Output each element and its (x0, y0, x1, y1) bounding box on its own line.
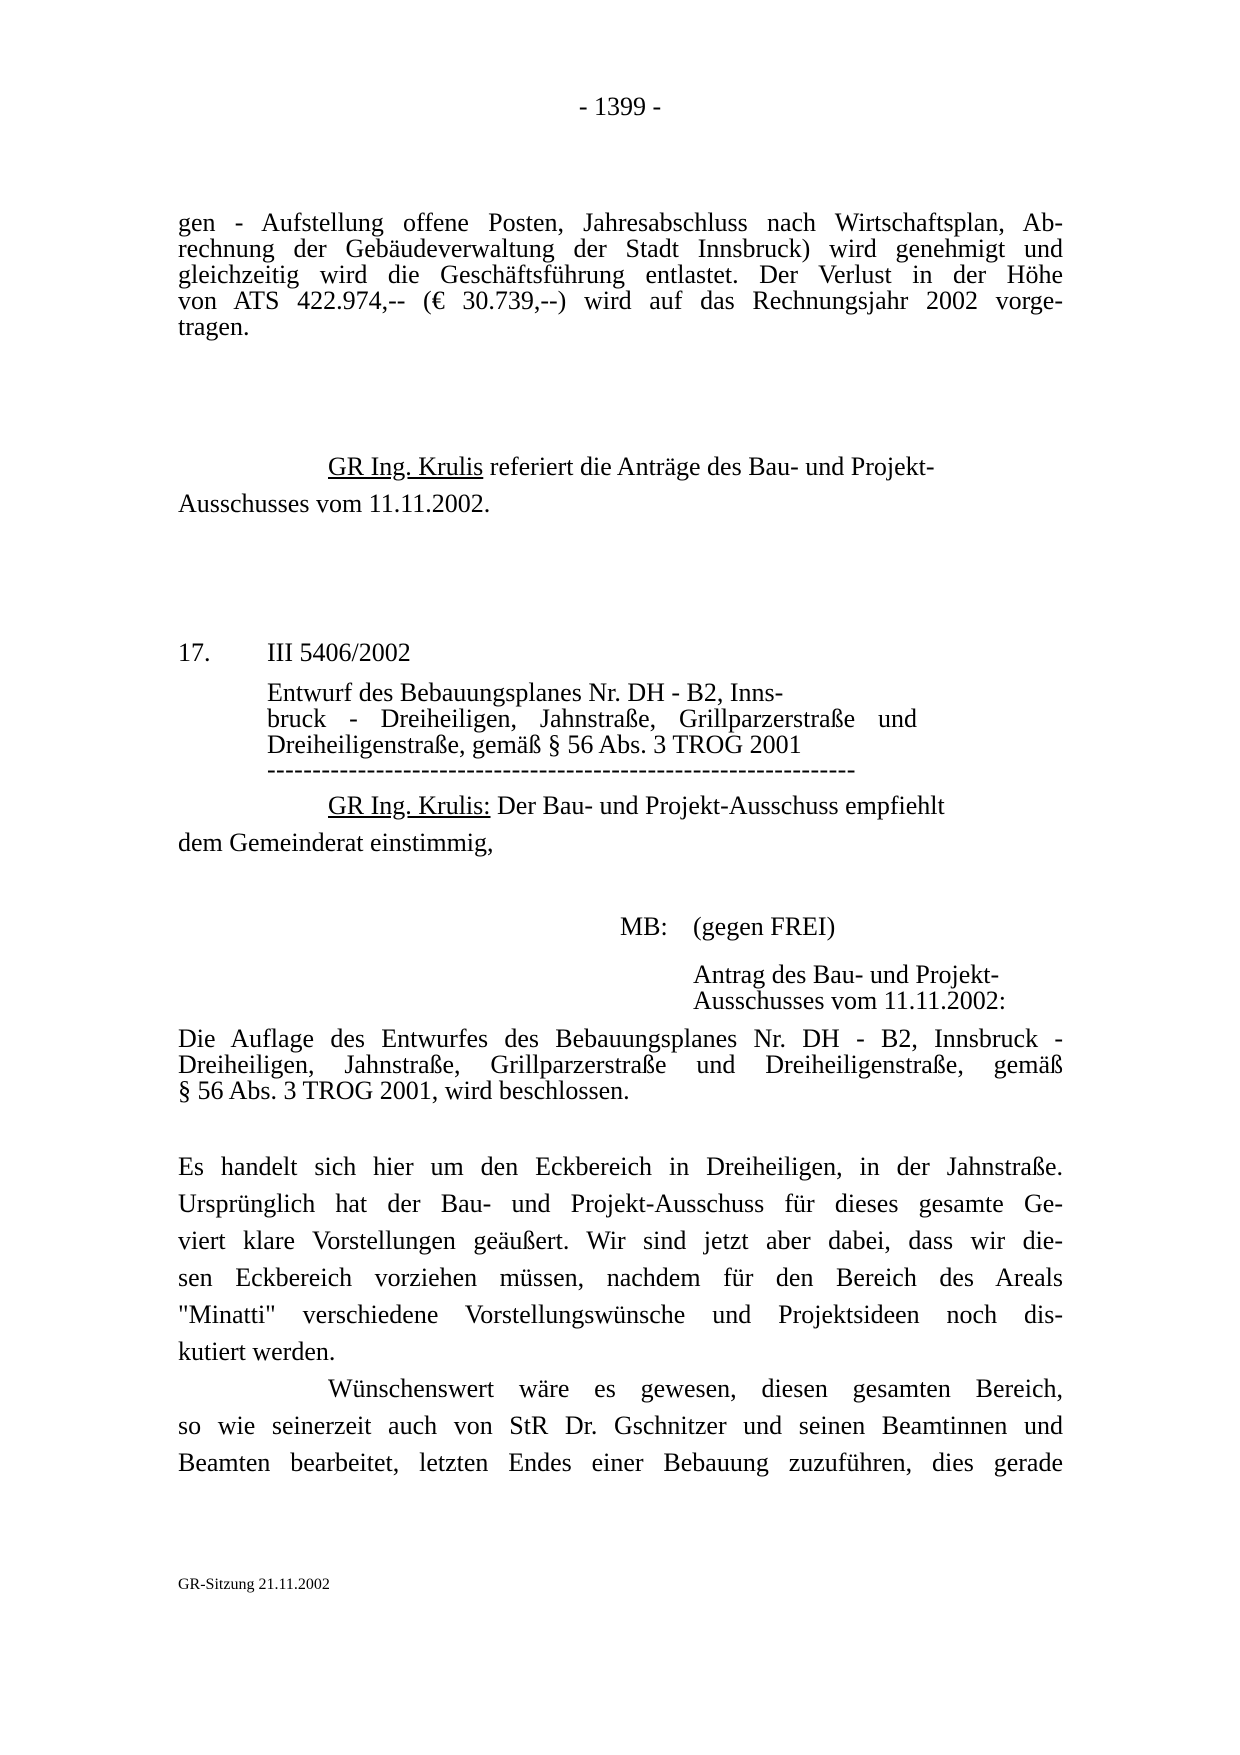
motion-heading-line: Antrag des Bau- und Projekt- (693, 960, 1000, 989)
speaker-name: GR Ing. Krulis: (328, 791, 491, 820)
text-line: gen - Aufstellung offene Posten, Jahresabschluss nach Wirtschaftsplan, Ab- (178, 208, 1063, 237)
subject-line: Dreiheiligenstraße, gemäß § 56 Abs. 3 TROG 2001 (267, 730, 802, 759)
speech-paragraph-1 (178, 1148, 1063, 1370)
resolution-text (178, 1026, 1063, 1104)
text-line: Ausschusses vom 11.11.2002. (178, 489, 491, 518)
separator-line: ----------------------------------------------------------------- (267, 755, 856, 784)
text-line: Die Auflage des Entwurfes des Bebauungsplanes Nr. DH - B2, Innsbruck - (178, 1024, 1063, 1053)
text-line: viert klare Vorstellungen geäußert. Wir sind jetzt aber dabei, dass wir die- (178, 1226, 1063, 1255)
text-line: sen Eckbereich vorziehen müssen, nachdem für den Bereich des Areals (178, 1263, 1063, 1292)
motion-heading (693, 962, 1006, 1014)
text-line: Ursprünglich hat der Bau- und Projekt-Ausschuss für dieses gesamte Ge- (178, 1189, 1063, 1218)
item-code: III 5406/2002 (267, 638, 411, 667)
subject-line: Entwurf des Bebauungsplanes Nr. DH - B2, Inns- (267, 678, 784, 707)
text-line: referiert die Anträge des Bau- und Projekt- (483, 452, 935, 481)
item-number: 17. (178, 638, 211, 667)
text-line: tragen. (178, 312, 250, 341)
text-line: Es handelt sich hier um den Eckbereich in Dreiheiligen, in der Jahnstraße. (178, 1152, 1063, 1181)
item-subject (267, 680, 917, 758)
speaker-name: GR Ing. Krulis (328, 452, 484, 481)
text-line: von ATS 422.974,-- (€ 30.739,--) wird auf das Rechnungsjahr 2002 vorge- (178, 286, 1063, 315)
text-line: Wünschenswert wäre es gewesen, diesen gesamten Bereich, (328, 1374, 1063, 1403)
subject-line: bruck - Dreiheiligen, Jahnstraße, Grillparzerstraße und (267, 704, 917, 733)
text-line: "Minatti" verschiedene Vorstellungswünsche und Projektsideen noch dis- (178, 1300, 1063, 1329)
text-line: gleichzeitig wird die Geschäftsführung entlastet. Der Verlust in der Höhe (178, 260, 1063, 289)
motion-heading-line: Ausschusses vom 11.11.2002: (693, 986, 1006, 1015)
recommendation-paragraph (178, 787, 1063, 861)
vote-value: (gegen FREI) (693, 912, 836, 941)
text-line: Dreiheiligen, Jahnstraße, Grillparzerstraße und Dreiheiligenstraße, gemäß (178, 1050, 1063, 1079)
text-line: rechnung der Gebäudeverwaltung der Stadt Innsbruck) wird genehmigt und (178, 234, 1063, 263)
continuation-paragraph (178, 210, 1063, 340)
text-line: kutiert werden. (178, 1337, 336, 1366)
vote-label: MB: (620, 912, 668, 941)
page-footer: GR-Sitzung 21.11.2002 (178, 1576, 330, 1593)
text-line: Beamten bearbeitet, letzten Endes einer Bebauung zuzuführen, dies gerade (178, 1448, 1063, 1477)
text-line: dem Gemeinderat einstimmig, (178, 828, 494, 857)
text-line: § 56 Abs. 3 TROG 2001, wird beschlossen. (178, 1076, 630, 1105)
speech-paragraph-2 (178, 1370, 1063, 1481)
page-number: - 1399 - (578, 92, 662, 121)
referral-paragraph (178, 448, 1063, 522)
text-line: Der Bau- und Projekt-Ausschuss empfiehlt (490, 791, 945, 820)
text-line: so wie seinerzeit auch von StR Dr. Gschnitzer und seinen Beamtinnen und (178, 1411, 1063, 1440)
